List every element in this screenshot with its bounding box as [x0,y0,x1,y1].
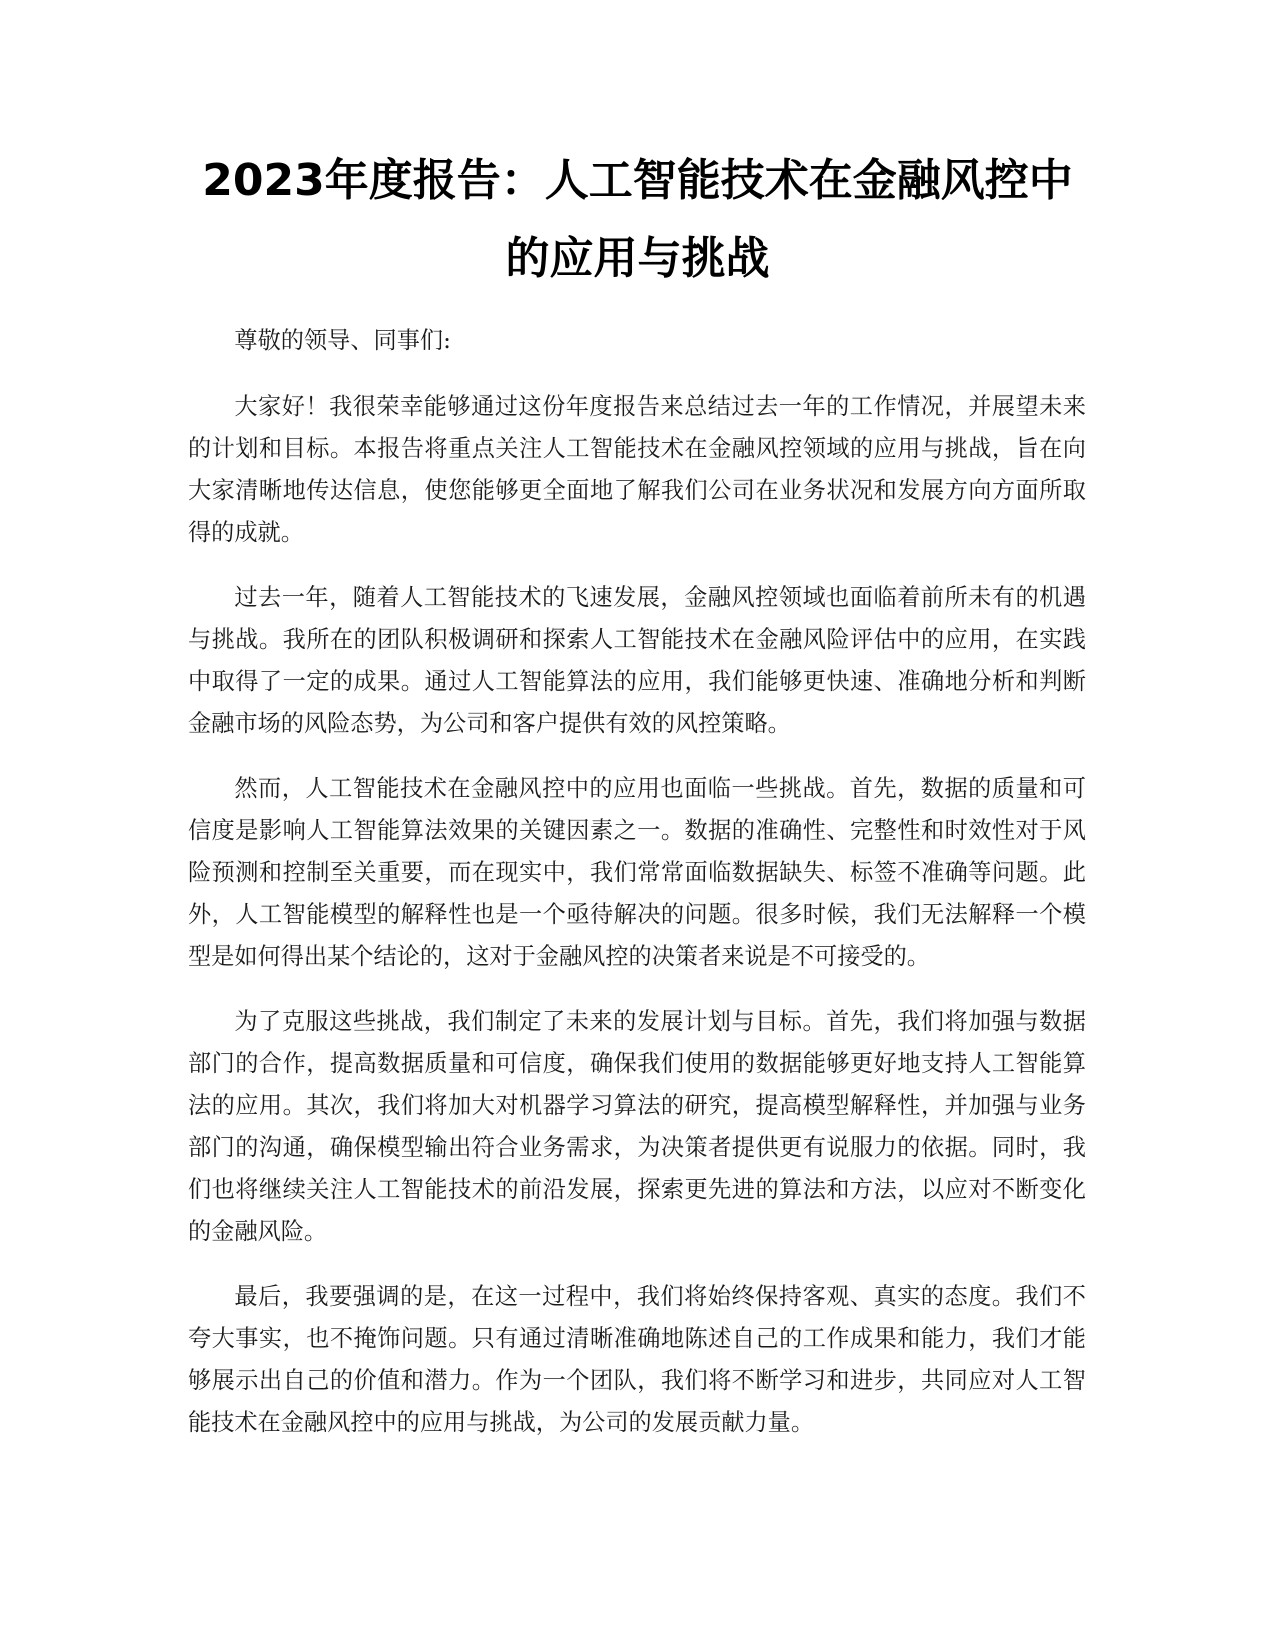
paragraph-challenges: 然而，人工智能技术在金融风控中的应用也面临一些挑战。首先，数据的质量和可信度是影响人工智能算法效果的关键因素之一。数据的准确性、完整性和时效性对于风险预测和控制至关重要，而在现实中，我们常常面临数据缺失、标签不准确等问题。此外，人工智能模型的解释性也是一个亟待解决的问题。很多时候，我们无法解释一个模型是如何得出某个结论的，这对于金融风控的决策者来说是不可接受的。 [188,775,1086,970]
paragraph-plans: 为了克服这些挑战，我们制定了未来的发展计划与目标。首先，我们将加强与数据部门的合作，提高数据质量和可信度，确保我们使用的数据能够更好地支持人工智能算法的应用。其次，我们将加大对机器学习算法的研究，提高模型解释性，并加强与业务部门的沟通，确保模型输出符合业务需求，为决策者提供更有说服力的依据。同时，我们也将继续关注人工智能技术的前沿发展，探索更先进的算法和方法，以应对不断变化的金融风险。 [188,1008,1086,1245]
paragraph-conclusion: 最后，我要强调的是，在这一过程中，我们将始终保持客观、真实的态度。我们不夸大事实，也不掩饰问题。只有通过清晰准确地陈述自己的工作成果和能力，我们才能够展示出自己的价值和潜力。作为一个团队，我们将不断学习和进步，共同应对人工智能技术在金融风控中的应用与挑战，为公司的发展贡献力量。 [188,1283,1086,1436]
paragraph-intro: 大家好！我很荣幸能够通过这份年度报告来总结过去一年的工作情况，并展望未来的计划和目标。本报告将重点关注人工智能技术在金融风控领域的应用与挑战，旨在向大家清晰地传达信息，使您能够更全面地了解我们公司在业务状况和发展方向方面所取得的成就。 [188,393,1086,546]
document-body [188,320,1086,1467]
paragraph-achievements: 过去一年，随着人工智能技术的飞速发展，金融风控领域也面临着前所未有的机遇与挑战。我所在的团队积极调研和探索人工智能技术在金融风险评估中的应用，在实践中取得了一定的成果。通过人工智能算法的应用，我们能够更快速、准确地分析和判断金融市场的风险态势，为公司和客户提供有效的风控策略。 [188,584,1086,737]
salutation: 尊敬的领导、同事们: [234,327,451,354]
title-line-2: 的应用与挑战 [505,233,770,284]
document-title [170,142,1105,298]
title-line-1: 2023年度报告：人工智能技术在金融风控中 [202,155,1073,206]
